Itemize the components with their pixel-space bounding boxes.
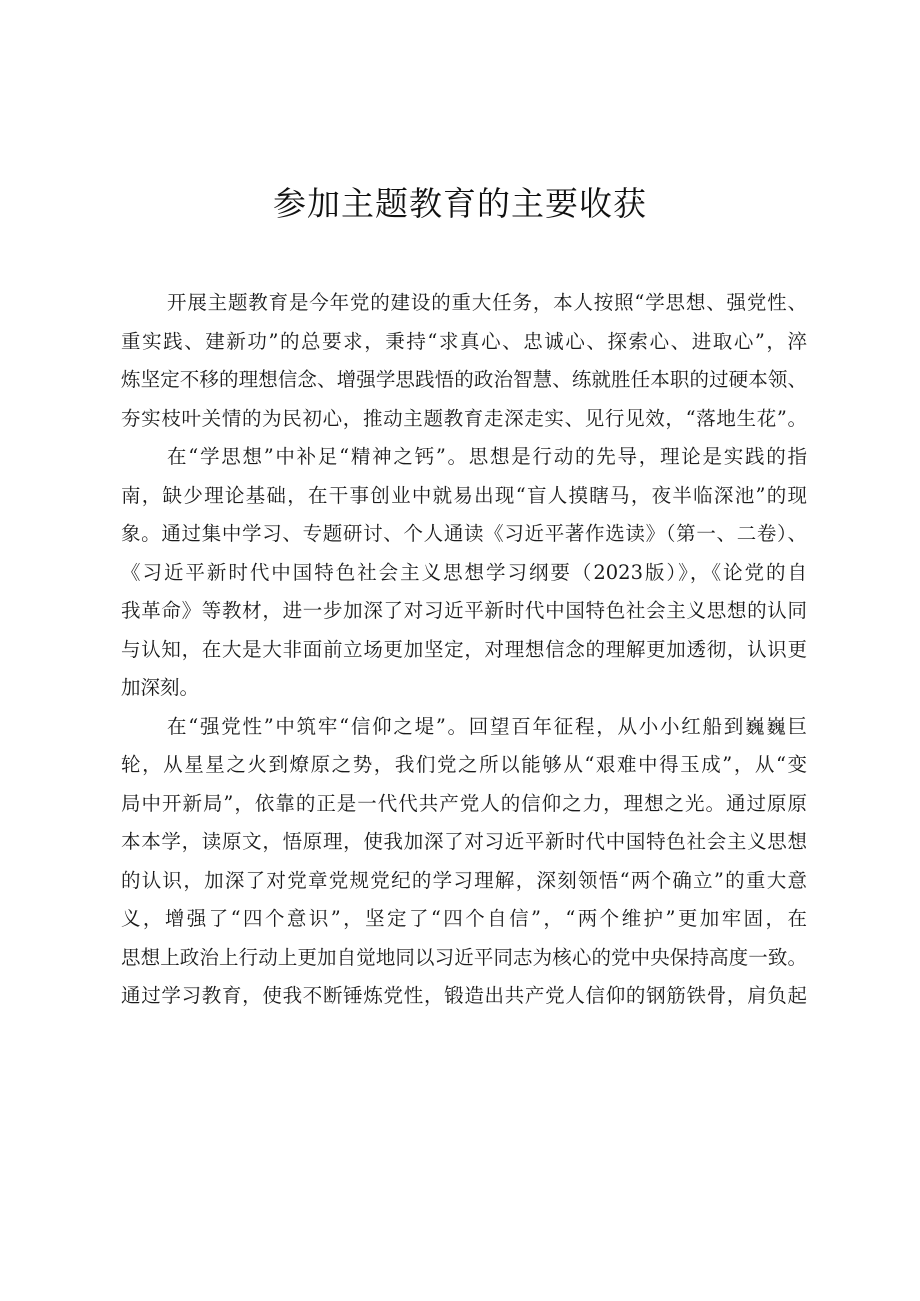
paragraph-line: 义，增强了“四个意识”，坚定了“四个自信”，“两个维护”更加牢固，在 xyxy=(121,907,807,930)
paragraph-line: 在“强党性”中筑牢“信仰之堤”。回望百年征程，从小小红船到巍巍巨 xyxy=(167,714,807,738)
paragraph-line: 炼坚定不移的理想信念、增强学思践悟的政治智慧、练就胜任本职的过硬本领、 xyxy=(121,368,807,391)
paragraph-line: 象。通过集中学习、专题研讨、个人通读《习近平著作选读》（第一、二卷）、 xyxy=(121,522,807,545)
paragraph-line: 轮，从星星之火到燎原之势，我们党之所以能够从“艰难中得玉成”，从“变 xyxy=(121,753,807,776)
paragraph-line: 本本学，读原文，悟原理，使我加深了对习近平新时代中国特色社会主义思想 xyxy=(121,830,807,853)
paragraph-line: 思想上政治上行动上更加自觉地同以习近平同志为核心的党中央保持高度一致。 xyxy=(121,945,807,969)
paragraph-3 xyxy=(121,708,807,1016)
paragraph-line: 重实践、建新功”的总要求，秉持“求真心、忠诚心、探索心、进取心”，淬 xyxy=(121,329,807,353)
paragraph-line: 我革命》等教材，进一步加深了对习近平新时代中国特色社会主义思想的认同 xyxy=(121,599,807,622)
paragraph-line: 夯实枝叶关情的为民初心，推动主题教育走深走实、见行见效，“落地生花”。 xyxy=(121,406,807,430)
paragraph-line: 南，缺少理论基础，在干事创业中就易出现“盲人摸瞎马，夜半临深池”的现 xyxy=(121,483,807,507)
paragraph-line: 加深刻。 xyxy=(121,676,200,699)
paragraph-line: 的认识，加深了对党章党规党纪的学习理解，深刻领悟“两个确立”的重大意 xyxy=(121,868,807,892)
paragraph-line: 局中开新局”，依靠的正是一代代共产党人的信仰之力，理想之光。通过原原 xyxy=(121,791,807,815)
document-title: 参加主题教育的主要收获 xyxy=(273,184,647,223)
paragraph-line: 开展主题教育是今年党的建设的重大任务，本人按照“学思想、强党性、 xyxy=(167,291,807,314)
document-body xyxy=(121,284,807,1016)
paragraph-line: 通过学习教育，使我不断锤炼党性，锻造出共产党人信仰的钢筋铁骨，肩负起 xyxy=(121,984,807,1007)
paragraph-1 xyxy=(121,284,807,438)
paragraph-line: 在“学思想”中补足“精神之钙”。思想是行动的先导，理论是实践的指 xyxy=(167,445,807,468)
paragraph-2 xyxy=(121,438,807,708)
paragraph-line: 《习近平新时代中国特色社会主义思想学习纲要（2023版）》，《论党的自 xyxy=(121,560,807,584)
paragraph-line: 与认知，在大是大非面前立场更加坚定，对理想信念的理解更加透彻，认识更 xyxy=(121,637,807,661)
